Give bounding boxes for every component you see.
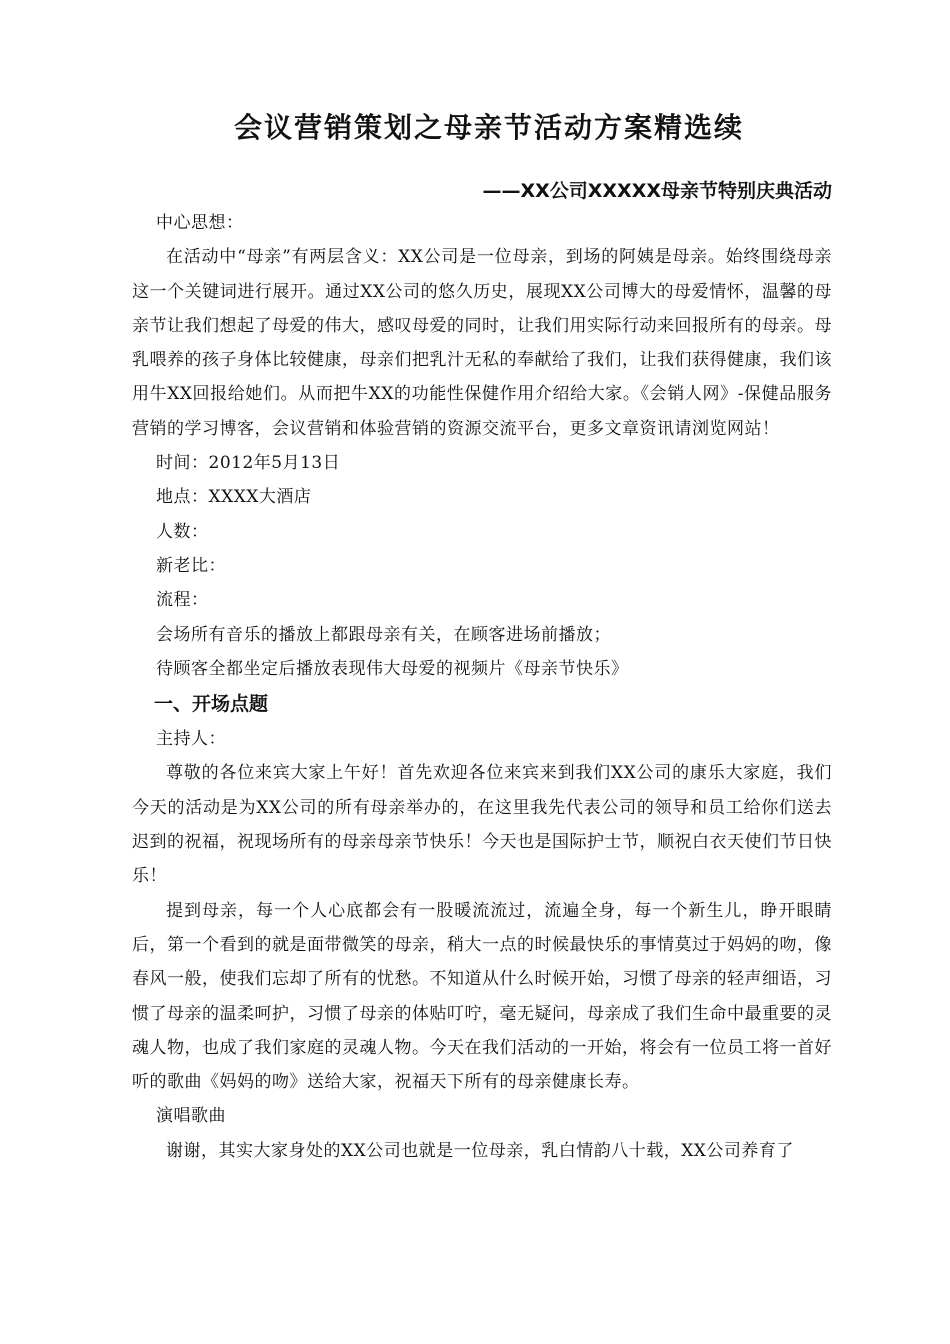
music-note: 会场所有音乐的播放上都跟母亲有关，在顾客进场前播放；: [156, 624, 611, 645]
center-paragraph: 在活动中“母亲”有两层含义：XX公司是一位母亲，到场的阿姨是母亲。始终围绕母亲这一个关键词进行展开。通过XX公司的悠久历史，展现XX公司博大的母爱情怀，温馨的母亲节让我们想起了母爱的伟大，感叹母爱的同时，让我们用实际行动来回报所有的母亲。母乳喂养的孩子身体比较健康，母亲们把乳汁无私的奉献给了我们，让我们获得健康，我们该用牛XX回报给她们。从而把牛XX的功能性保健作用介绍给大家。《会销人网》-保健品服务营销的学习博客，会议营销和体验营销的资源交流平台，更多文章资讯请浏览网站！: [132, 247, 832, 439]
host-paragraph-2: 提到母亲，每一个人心底都会有一股暖流流过，流遍全身，每一个新生儿，睁开眼睛后，第一个看到的就是面带微笑的母亲，稍大一点的时候最快乐的事情莫过于妈妈的吻，像春风一般，使我们忘却了所有的忧愁。不知道从什么时候开始，习惯了母亲的轻声细语，习惯了母亲的温柔呵护，习惯了母亲的体贴叮咛，毫无疑问，母亲成了我们生命中最重要的灵魂人物，也成了我们家庭的灵魂人物。今天在我们活动的一开始，将会有一位员工将一首好听的歌曲《妈妈的吻》送给大家，祝福天下所有的母亲健康长寿。: [132, 900, 832, 1093]
song-label: 演唱歌曲: [156, 1106, 226, 1127]
event-place: 地点：XXXX大酒店: [156, 487, 312, 508]
section-heading-opening: 一、开场点题: [154, 693, 269, 716]
center-label: 中心思想：: [156, 213, 244, 233]
document-subtitle: ——XX公司XXXXX母亲节特别庆典活动: [482, 180, 832, 202]
event-time: 时间：2012年5月13日: [156, 453, 341, 474]
host-label: 主持人：: [156, 729, 226, 750]
event-process: 流程：: [156, 590, 209, 611]
event-ratio: 新老比：: [156, 555, 226, 576]
document-title: 会议营销策划之母亲节活动方案精选续: [233, 111, 744, 144]
event-people: 人数：: [156, 521, 209, 542]
video-note: 待顾客全都坐定后播放表现伟大母爱的视频片《母亲节快乐》: [156, 658, 629, 679]
thanks-paragraph: 谢谢，其实大家身处的XX公司也就是一位母亲，乳白情韵八十载，XX公司养育了: [166, 1140, 794, 1161]
host-paragraph-1: 尊敬的各位来宾大家上午好！首先欢迎各位来宾来到我们XX公司的康乐大家庭，我们今天的活动是为XX公司的所有母亲举办的，在这里我先代表公司的领导和员工给你们送去迟到的祝福，祝现场所有的母亲母亲节快乐！今天也是国际护士节，顺祝白衣天使们节日快乐！: [132, 763, 832, 887]
